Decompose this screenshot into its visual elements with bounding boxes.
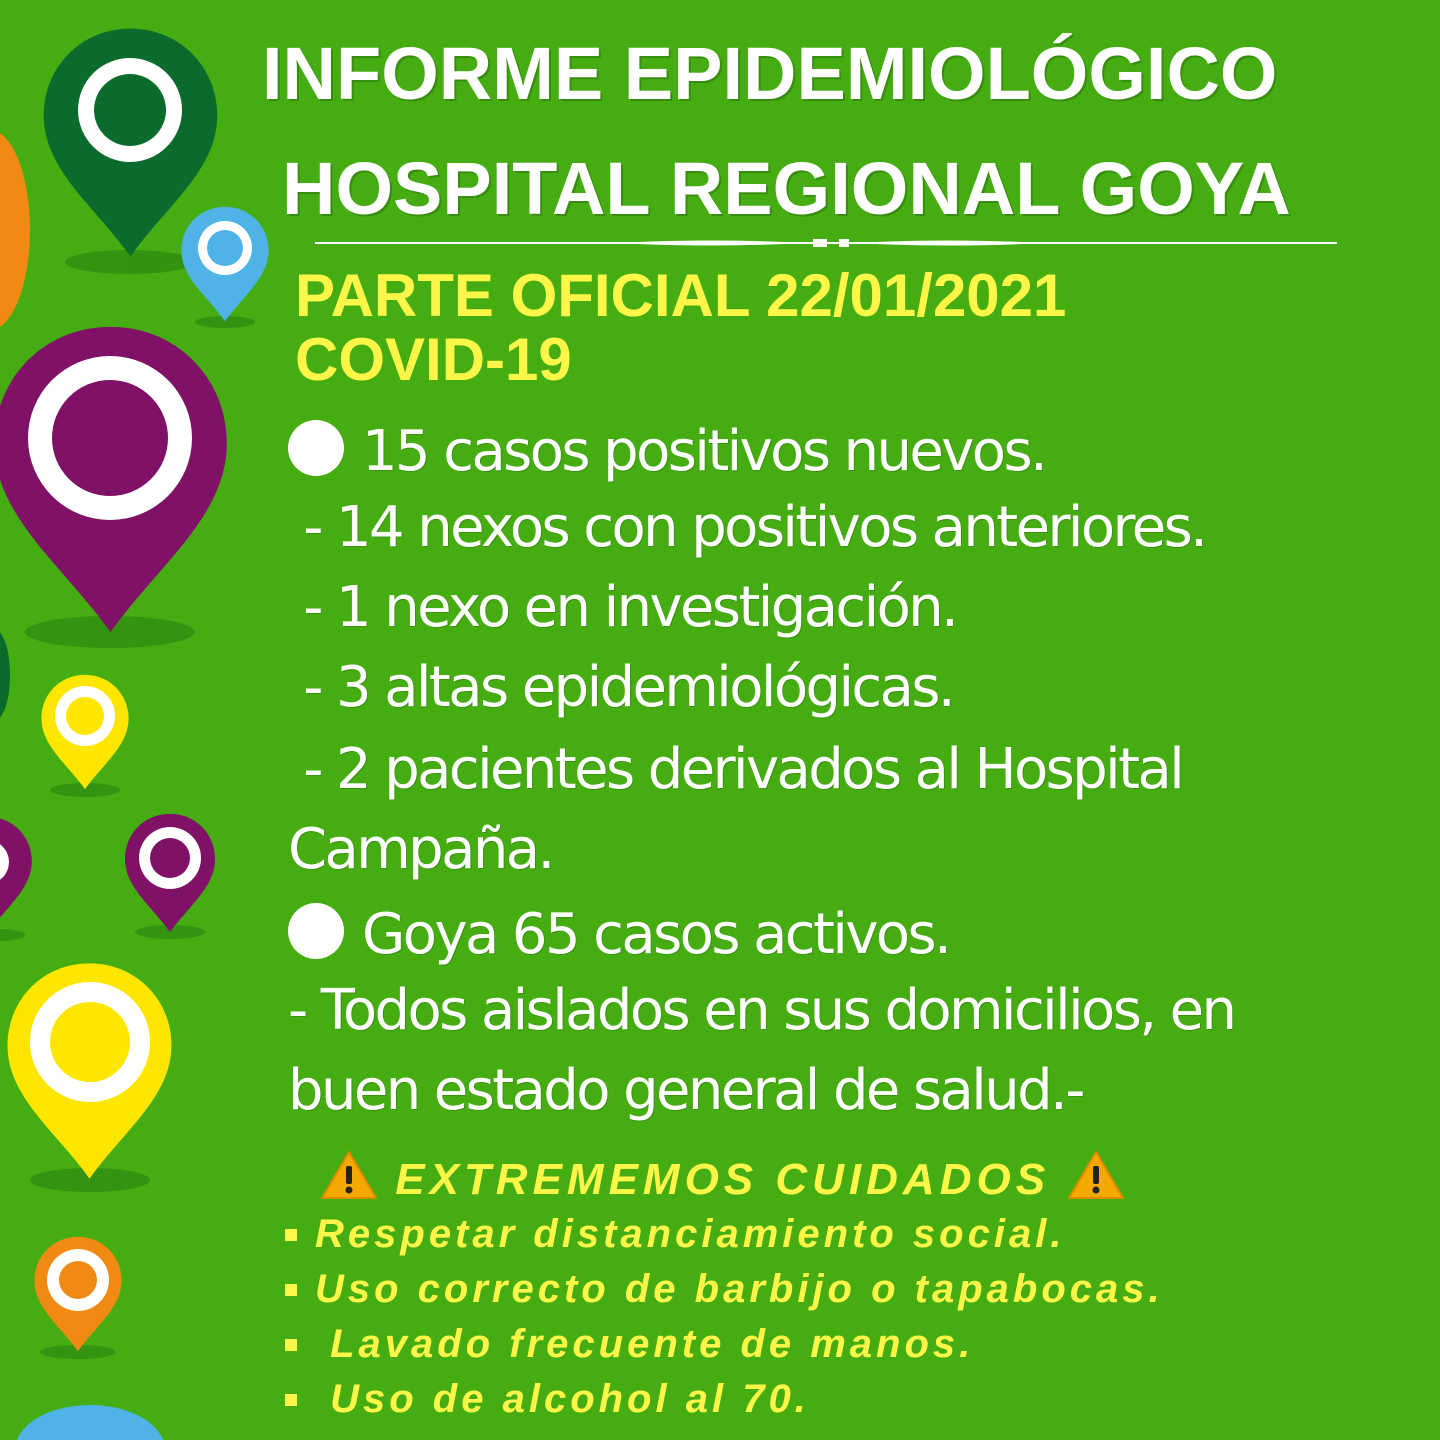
- care-heading-text: EXTREMEMOS CUIDADOS: [395, 1155, 1051, 1204]
- map-pin-icon: [34, 1237, 121, 1351]
- care-item-text: Lavado frecuente de manos.: [315, 1322, 975, 1366]
- map-pin-icon: [44, 29, 218, 257]
- square-bullet-icon: [285, 1284, 297, 1296]
- map-pin-icon: [0, 130, 30, 330]
- report-line: - 3 altas epidemiológicas.: [288, 655, 954, 720]
- new-cases-line: [288, 419, 1046, 484]
- covid-label: COVID-19: [295, 326, 572, 393]
- care-item: [285, 1214, 1065, 1254]
- care-item-text: Uso de alcohol al 70.: [315, 1377, 810, 1421]
- warning-icon: [1067, 1150, 1125, 1200]
- map-pin-icon: [181, 207, 268, 321]
- report-line: - 1 nexo en investigación.: [288, 575, 957, 640]
- report-line: - 2 pacientes derivados al Hospital: [288, 737, 1183, 802]
- report-title: INFORME EPIDEMIOLÓGICO: [262, 32, 1278, 115]
- title-divider: [315, 236, 1337, 250]
- square-bullet-icon: [285, 1394, 297, 1406]
- map-pin-icon: [15, 1405, 165, 1440]
- care-heading: [320, 1150, 1125, 1202]
- map-pin-icon: [41, 675, 128, 789]
- hospital-name: HOSPITAL REGIONAL GOYA: [282, 147, 1291, 230]
- active-cases-line: [288, 902, 950, 967]
- report-line: Campaña.: [288, 817, 553, 882]
- care-item: [285, 1379, 810, 1419]
- report-line: - 14 nexos con positivos anteriores.: [288, 495, 1206, 560]
- report-line: buen estado general de salud.-: [288, 1058, 1083, 1123]
- warning-icon: [320, 1150, 378, 1200]
- care-item-text: Respetar distanciamiento social.: [315, 1212, 1066, 1256]
- map-pin-icon: [8, 963, 172, 1178]
- care-item-text: Uso correcto de barbijo o tapabocas.: [315, 1267, 1164, 1311]
- map-pin-icon: [0, 630, 10, 720]
- report-line: - Todos aislados en sus domicilios, en: [288, 978, 1235, 1043]
- map-pin-icon: [0, 327, 227, 632]
- square-bullet-icon: [285, 1229, 297, 1241]
- bullet-circle-icon: [288, 420, 344, 476]
- active-cases-text: Goya 65 casos activos.: [362, 902, 950, 967]
- bullet-circle-icon: [288, 903, 344, 959]
- map-pin-icon: [0, 817, 32, 933]
- square-bullet-icon: [285, 1339, 297, 1351]
- new-cases-text: 15 casos positivos nuevos.: [362, 419, 1046, 484]
- official-report-date: PARTE OFICIAL 22/01/2021: [295, 262, 1067, 329]
- map-pin-icon: [125, 814, 215, 932]
- care-item: [285, 1324, 974, 1364]
- care-item: [285, 1269, 1164, 1309]
